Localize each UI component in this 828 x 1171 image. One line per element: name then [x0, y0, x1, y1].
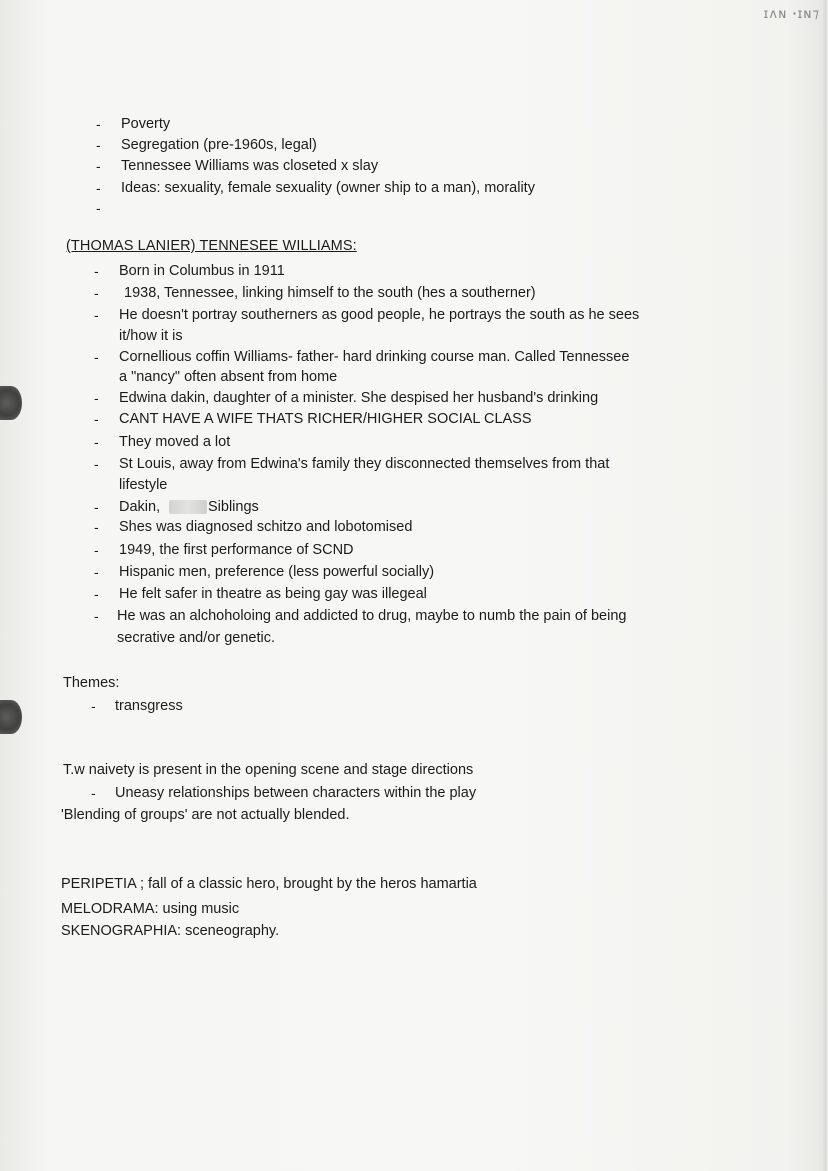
- page-edge-shadow: [822, 0, 826, 1171]
- tw-line: He felt safer in theatre as being gay was illegeal: [119, 586, 427, 602]
- bullet-dash: -: [94, 434, 99, 450]
- tw-line-continued: lifestyle: [119, 477, 168, 493]
- term-line: MELODRAMA: using music: [61, 901, 240, 917]
- intro-bullet-text: Tennessee Williams was closeted x slay: [121, 158, 379, 174]
- themes-bullet-text: transgress: [115, 698, 183, 714]
- section-heading: (THOMAS LANIER) TENNESEE WILLIAMS:: [66, 238, 357, 254]
- tw-line: 1949, the first performance of SCND: [119, 542, 354, 558]
- tw-line: St Louis, away from Edwina's family they disconnected themselves from that: [119, 456, 610, 472]
- tw-line-continued: a "nancy" often absent from home: [119, 369, 338, 385]
- bullet-dash: -: [94, 349, 99, 365]
- tw-line: Shes was diagnosed schitzo and lobotomised: [119, 519, 413, 535]
- tw-line: Cornellious coffin Williams- father- hard drinking course man. Called Tennessee: [119, 349, 630, 365]
- intro-bullet-text: Segregation (pre-1960s, legal): [121, 137, 317, 153]
- naivety-bullet-text: Uneasy relationships between characters within the play: [115, 785, 477, 801]
- bullet-dash: -: [91, 785, 96, 801]
- tw-line: CANT HAVE A WIFE THATS RICHER/HIGHER SOCIAL CLASS: [119, 411, 532, 427]
- binder-clip-icon: [0, 700, 22, 734]
- tw-line: Dakin,: [119, 499, 161, 515]
- bullet-dash: -: [94, 263, 99, 279]
- themes-heading: Themes:: [63, 675, 120, 691]
- term-line: SKENOGRAPHIA: sceneography.: [61, 923, 280, 939]
- bullet-dash: -: [94, 542, 99, 558]
- bullet-dash: -: [94, 519, 99, 535]
- intro-bullet-text: Ideas: sexuality, female sexuality (owner ship to a man), morality: [121, 180, 535, 196]
- tw-line: Hispanic men, preference (less powerful socially): [119, 564, 435, 580]
- tw-line: Siblings: [208, 499, 259, 515]
- tw-line: He doesn't portray southerners as good people, he portrays the south as he sees: [119, 307, 640, 323]
- tw-line-continued: it/how it is: [119, 328, 183, 344]
- bullet-dash: -: [96, 180, 101, 196]
- tw-line: 1938, Tennessee, linking himself to the south (hes a southerner): [124, 285, 536, 301]
- tw-line-continued: secrative and/or genetic.: [117, 630, 275, 646]
- tw-line: Born in Columbus in 1911: [119, 263, 285, 279]
- bullet-dash: -: [96, 200, 101, 216]
- tw-line: He was an alchoholoing and addicted to drug, maybe to numb the pain of being: [117, 608, 627, 624]
- tw-line: They moved a lot: [119, 434, 231, 450]
- binder-clip-icon: [0, 386, 22, 420]
- bullet-dash: -: [94, 499, 99, 515]
- term-line: PERIPETIA ; fall of a classic hero, brought by the heros hamartia: [61, 876, 477, 892]
- redaction-smudge: [169, 500, 207, 514]
- bullet-dash: -: [96, 158, 101, 174]
- bullet-dash: -: [94, 285, 99, 301]
- intro-bullet-text: Poverty: [121, 116, 171, 132]
- bullet-dash: -: [94, 564, 99, 580]
- bullet-dash: -: [94, 411, 99, 427]
- naivety-line: T.w naivety is present in the opening scene and stage directions: [63, 762, 474, 778]
- bullet-dash: -: [96, 137, 101, 153]
- bullet-dash: -: [94, 608, 99, 624]
- blending-line: 'Blending of groups' are not actually blended.: [61, 807, 350, 823]
- bullet-dash: -: [94, 586, 99, 602]
- tw-line: Edwina dakin, daughter of a minister. She despised her husband's drinking: [119, 390, 599, 406]
- corner-mark: ɪʌɴ ꞏɪɴ⁊: [763, 7, 820, 22]
- bullet-dash: -: [94, 390, 99, 406]
- bullet-dash: -: [96, 116, 101, 132]
- bullet-dash: -: [91, 698, 96, 714]
- bullet-dash: -: [94, 456, 99, 472]
- bullet-dash: -: [94, 307, 99, 323]
